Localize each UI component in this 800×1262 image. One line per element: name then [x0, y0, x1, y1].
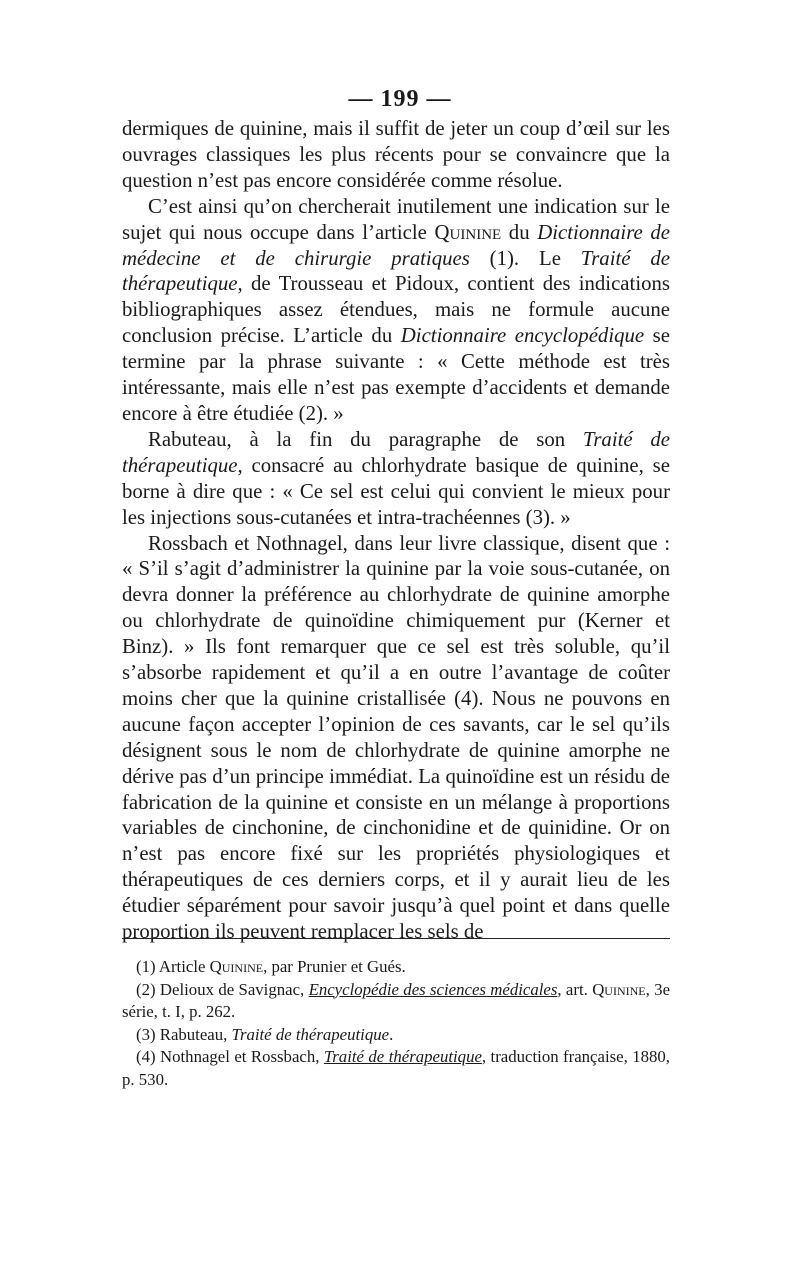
text-run: (3) Rabuteau, — [136, 1024, 232, 1044]
text-run: C’est ainsi qu’on chercherait inutilement une indication sur le sujet qui nous occupe dans l’article — [122, 194, 670, 244]
text-run: dermiques de quinine, mais il suffit de jeter un coup d’œil sur les ouvrages classiques les plus récents pour se convaincre que la question n’est pas encore considérée comme résolue. — [122, 117, 670, 192]
article-title-smallcaps: Quinine — [434, 220, 502, 244]
book-title-italic: Traité de thérapeutique — [122, 427, 670, 477]
text-run: (4) Nothnagel et Rossbach, — [136, 1047, 324, 1066]
body-text — [122, 116, 670, 945]
book-title-italic: Traité de thérapeutique — [122, 246, 670, 296]
paragraph-4 — [122, 531, 670, 946]
text-run: , de Trousseau et Pidoux, contient des indications bibliographiques assez étendues, mais ne formule aucune conclusion précise. L’article du — [122, 272, 670, 348]
text-run: (1). Le — [469, 246, 581, 270]
text-run: se termine par la phrase suivante : « Cette méthode est très intéressante, mais elle n’est pas exempte d’accidents et demande encore à être étudiée (2). » — [122, 324, 670, 425]
book-title-italic: Dictionnaire de médecine et de chirurgie pratiques — [122, 220, 670, 270]
text-run: Rabuteau, à la fin du paragraphe de son — [148, 427, 583, 451]
paragraph-2 — [122, 194, 670, 427]
footnotes — [122, 956, 670, 1091]
book-title-italic: Traité de thérapeutique — [323, 1047, 482, 1066]
article-title-smallcaps: Quinine — [592, 979, 646, 999]
text-run: , 3e série, t. I, p. 262. — [122, 979, 671, 1021]
footnote-rule — [122, 938, 670, 939]
footnote-1 — [122, 956, 670, 979]
text-run: , art. — [557, 979, 593, 999]
page-number: — 199 — — [348, 86, 452, 112]
text-run: , consacré au chlorhydrate basique de quinine, se borne à dire que : « Ce sel est celui qui convient le mieux pour les injections sous-cutanées et intra-trachéennes (3). » — [122, 453, 670, 529]
footnote-4 — [122, 1046, 670, 1091]
text-run: (1) Article — [136, 957, 210, 976]
footnote-3 — [122, 1024, 670, 1047]
text-run: Rossbach et Nothnagel, dans leur livre classique, disent que : « S’il s’agit d’administrer la quinine par la voie sous-cutanée, on devra donner la préférence au chlorhydrate de quinine amorphe ou chlorhydrate de quinoïdine chimiquement pur (Kerner et Binz). » Ils font remarquer que ce sel est très soluble, qu’il s’absorbe rapidement et qu’il a en outre l’avantage de coûter moins cher que la quinine cristallisée (4). Nous ne pouvons en aucune façon accepter l’opinion de ces savants, car le sel qu’ils désignent sous le nom de chlorhydrate de quinine amorphe ne dérive pas d’un principe immédiat. La quinoïdine est un résidu de fabrication de la quinine et consiste en un mélange à proportions variables de cinchonine, de cinchonidine et de quinidine. Or on n’est pas encore fixé sur les propriétés physiologiques et thérapeutiques de ces derniers corps, et il y aurait lieu de les étudier séparément pour savoir jusqu’à quel point et dans quelle proportion ils peuvent remplacer les sels de — [122, 531, 670, 944]
book-title-italic: Encyclopédie des sciences médicales — [308, 979, 558, 999]
text-run: du — [501, 220, 538, 244]
book-title-italic: Dictionnaire encyclopédique — [400, 324, 645, 348]
footnote-2 — [122, 979, 670, 1024]
paragraph-1 — [122, 116, 670, 194]
text-run: (2) Delioux de Savignac, — [136, 979, 309, 999]
book-title-italic: Traité de thérapeutique — [231, 1024, 390, 1044]
text-run: . — [389, 1024, 394, 1044]
article-title-smallcaps: Quinine — [209, 957, 264, 976]
paragraph-3 — [122, 427, 670, 531]
text-run: , traduction française, 1880, p. 530. — [122, 1047, 670, 1089]
text-run: , par Prunier et Gués. — [263, 957, 406, 976]
